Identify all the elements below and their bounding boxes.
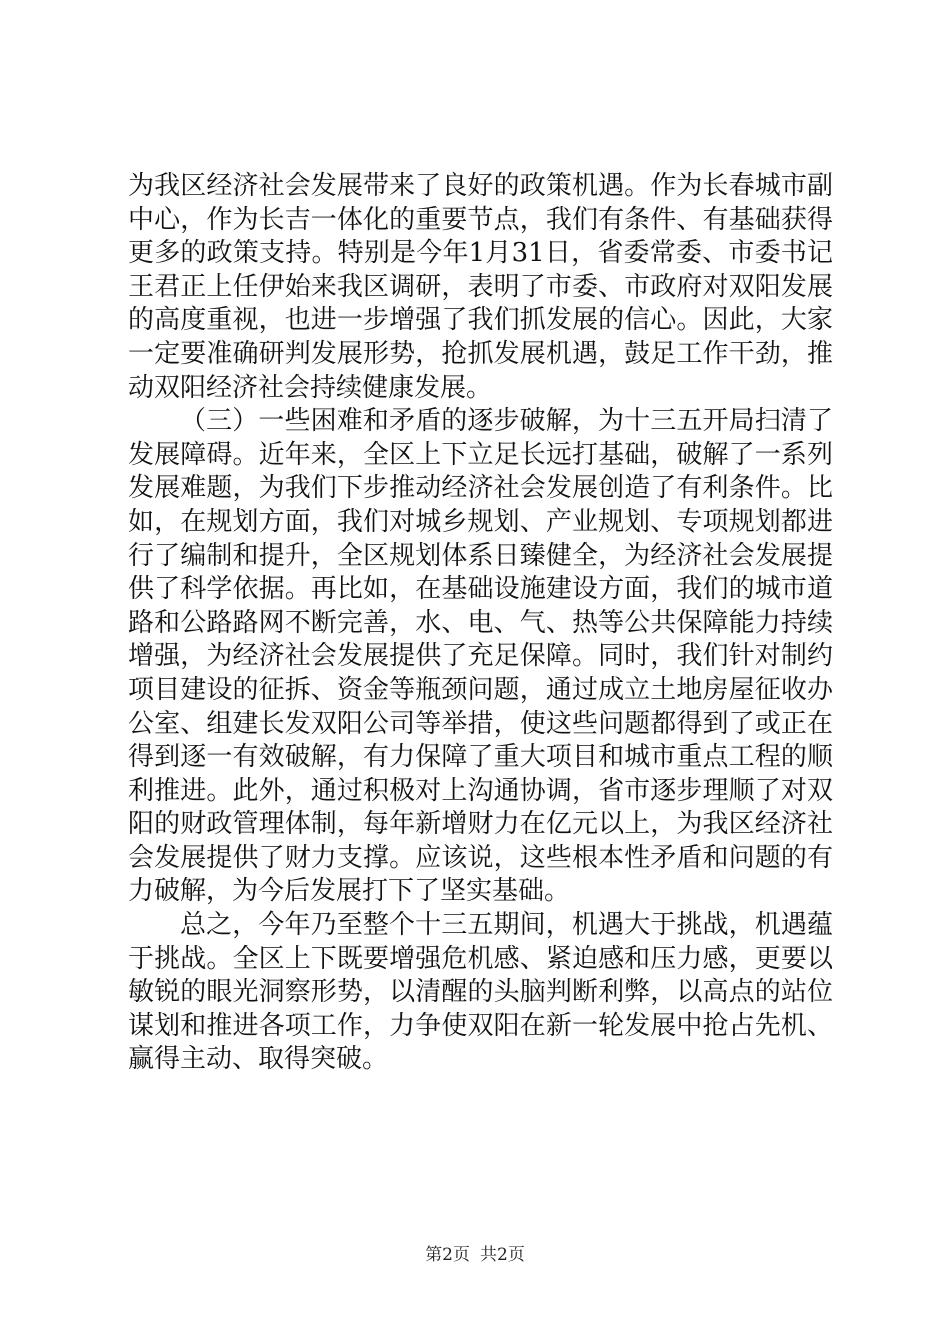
- text-line: 公室、组建长发双阳公司等举措，使这些问题都得到了或正在: [128, 708, 833, 739]
- page-footer: [0, 1244, 950, 1266]
- text-line: 阳的财政管理体制，每年新增财力在亿元以上，为我区经济社: [128, 809, 833, 840]
- text-line: 利推进。此外，通过积极对上沟通协调，省市逐步理顺了对双: [128, 775, 833, 806]
- text-line: 发展难题，为我们下步推动经济社会发展创造了有利条件。比: [128, 473, 833, 504]
- text-line: 于挑战。全区上下既要增强危机感、紧迫感和压力感，更要以: [128, 943, 833, 974]
- page-number: 第2页: [425, 1245, 470, 1265]
- text-line: 增强，为经济社会发展提供了充足保障。同时，我们针对制约: [128, 641, 833, 672]
- text-line: 发展障碍。近年来，全区上下立足长远打基础，破解了一系列: [128, 439, 833, 470]
- text-line: 的高度重视，也进一步增强了我们抓发展的信心。因此，大家: [128, 305, 833, 336]
- text-line: 一定要准确研判发展形势，抢抓发展机遇，鼓足工作干劲，推: [128, 338, 833, 369]
- text-line: 路和公路路网不断完善，水、电、气、热等公共保障能力持续: [128, 607, 833, 638]
- text-line: 更多的政策支持。特别是今年1月31日，省委常委、市委书记: [128, 238, 833, 269]
- text-line: 力破解，为今后发展打下了坚实基础。: [128, 876, 571, 907]
- text-line: 为我区经济社会发展带来了良好的政策机遇。作为长春城市副: [128, 171, 833, 201]
- text-line: 王君正上任伊始来我区调研，表明了市委、市政府对双阳发展: [128, 271, 833, 302]
- text-line: （三）一些困难和矛盾的逐步破解，为十三五开局扫清了: [180, 406, 833, 437]
- text-line: 得到逐一有效破解，有力保障了重大项目和城市重点工程的顺: [128, 742, 833, 773]
- text-line: 供了科学依据。再比如，在基础设施建设方面，我们的城市道: [128, 574, 833, 605]
- text-line: 赢得主动、取得突破。: [128, 1044, 389, 1075]
- text-line: 项目建设的征拆、资金等瓶颈问题，通过成立土地房屋征收办: [128, 674, 833, 705]
- body-text: [128, 170, 833, 1077]
- text-line: 总之，今年乃至整个十三五期间，机遇大于挑战，机遇蕴: [180, 910, 833, 941]
- page-total: 共2页: [480, 1245, 525, 1265]
- text-line: 谋划和推进各项工作，力争使双阳在新一轮发展中抢占先机、: [128, 1010, 833, 1041]
- text-line: 如，在规划方面，我们对城乡规划、产业规划、专项规划都进: [128, 506, 833, 537]
- text-line: 敏锐的眼光洞察形势，以清醒的头脑判断利弊，以高点的站位: [128, 977, 833, 1008]
- text-line: 动双阳经济社会持续健康发展。: [128, 372, 493, 403]
- text-line: 会发展提供了财力支撑。应该说，这些根本性矛盾和问题的有: [128, 842, 833, 873]
- text-line: 行了编制和提升，全区规划体系日臻健全，为经济社会发展提: [128, 540, 833, 571]
- text-line: 中心，作为长吉一体化的重要节点，我们有条件、有基础获得: [128, 204, 833, 235]
